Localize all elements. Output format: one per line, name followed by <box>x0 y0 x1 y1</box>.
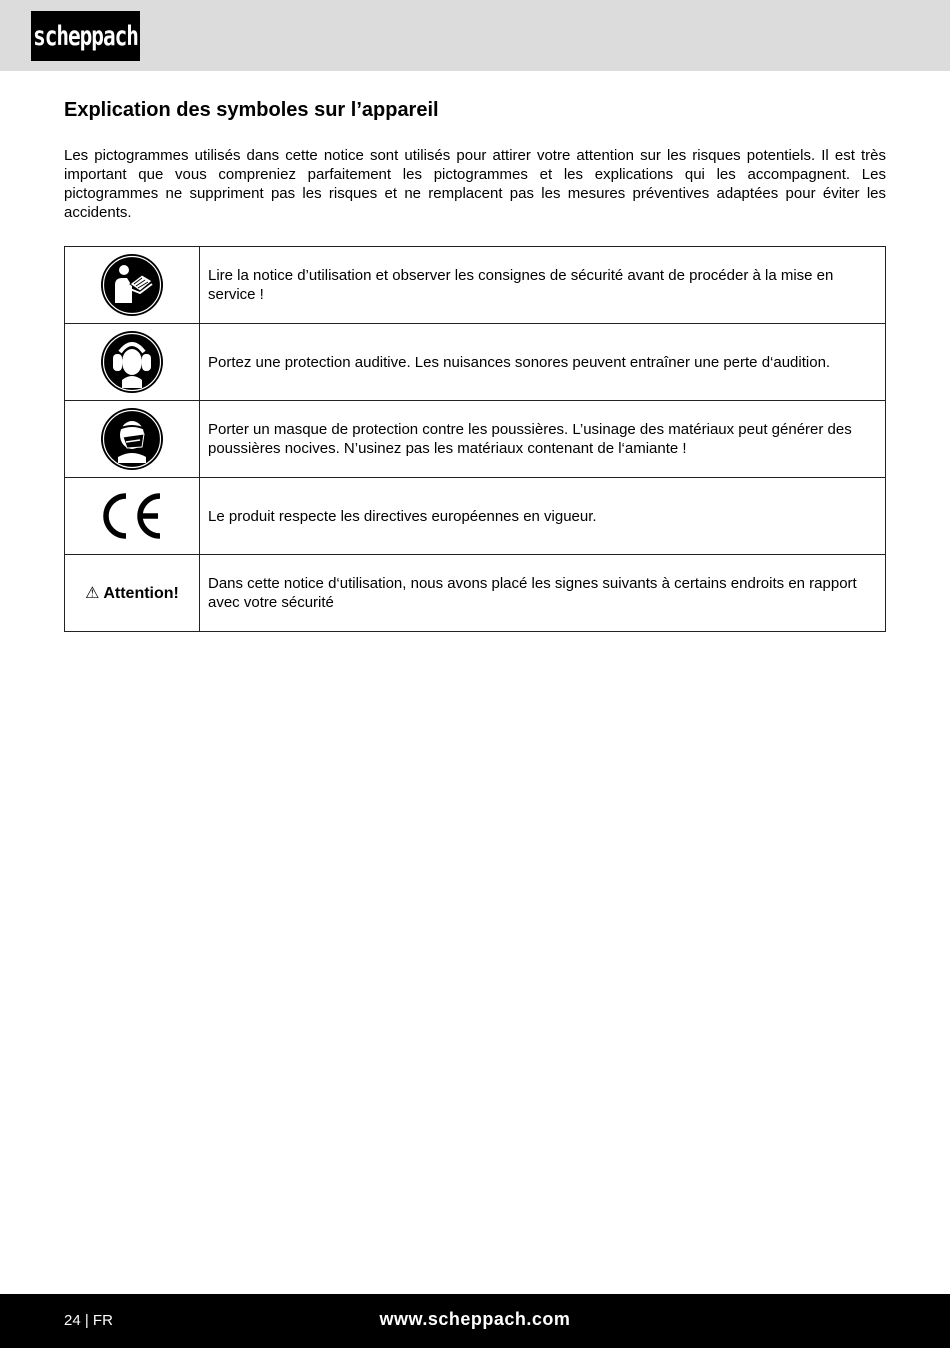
table-row <box>65 555 886 632</box>
table-row <box>65 247 886 324</box>
page-number: 24 | FR <box>64 1312 113 1329</box>
symbol-cell <box>65 555 200 632</box>
hearing-protection-icon <box>65 330 199 394</box>
intro-paragraph: Les pictogrammes utilisés dans cette notice sont utilisés pour attirer votre attention sur les risques potentiels. Il est très important que vous compreniez parfaitement les pictogrammes et les explications qui les accompagnent. Les pictogrammes ne suppriment pas les risques et ne remplacent pas les mesures préventives adaptées pour éviter les accidents. <box>64 147 886 221</box>
symbol-description: Le produit respecte les directives européennes en vigueur. <box>200 478 886 555</box>
dust-mask-icon <box>65 407 199 471</box>
symbols-table <box>64 246 886 632</box>
symbol-description: Dans cette notice d‘utilisation, nous avons placé les signes suivants à certains endroits en rapport avec votre sécurité <box>200 555 886 632</box>
header-band <box>0 0 950 71</box>
warning-triangle-icon: ⚠ <box>85 585 100 602</box>
symbol-cell <box>65 324 200 401</box>
attention-label: Attention! <box>103 585 179 602</box>
symbol-cell <box>65 478 200 555</box>
table-row <box>65 401 886 478</box>
table-row <box>65 478 886 555</box>
website-link[interactable]: www.scheppach.com <box>379 1309 571 1329</box>
read-manual-icon <box>65 253 199 317</box>
symbol-description: Portez une protection auditive. Les nuisances sonores peuvent entraîner une perte d‘audition. <box>200 324 886 401</box>
symbol-cell <box>65 401 200 478</box>
section-title: Explication des symboles sur l’appareil <box>64 99 439 121</box>
ce-mark-icon <box>65 490 199 542</box>
symbol-cell <box>65 247 200 324</box>
symbol-description: Porter un masque de protection contre les poussières. L’usinage des matériaux peut générer des poussières nocives. N’usinez pas les matériaux contenant de l‘amiante ! <box>200 401 886 478</box>
table-row <box>65 324 886 401</box>
scheppach-logo: scheppach <box>31 11 140 61</box>
symbol-description: Lire la notice d’utilisation et observer les consignes de sécurité avant de procéder à la mise en service ! <box>200 247 886 324</box>
footer <box>0 1294 950 1348</box>
